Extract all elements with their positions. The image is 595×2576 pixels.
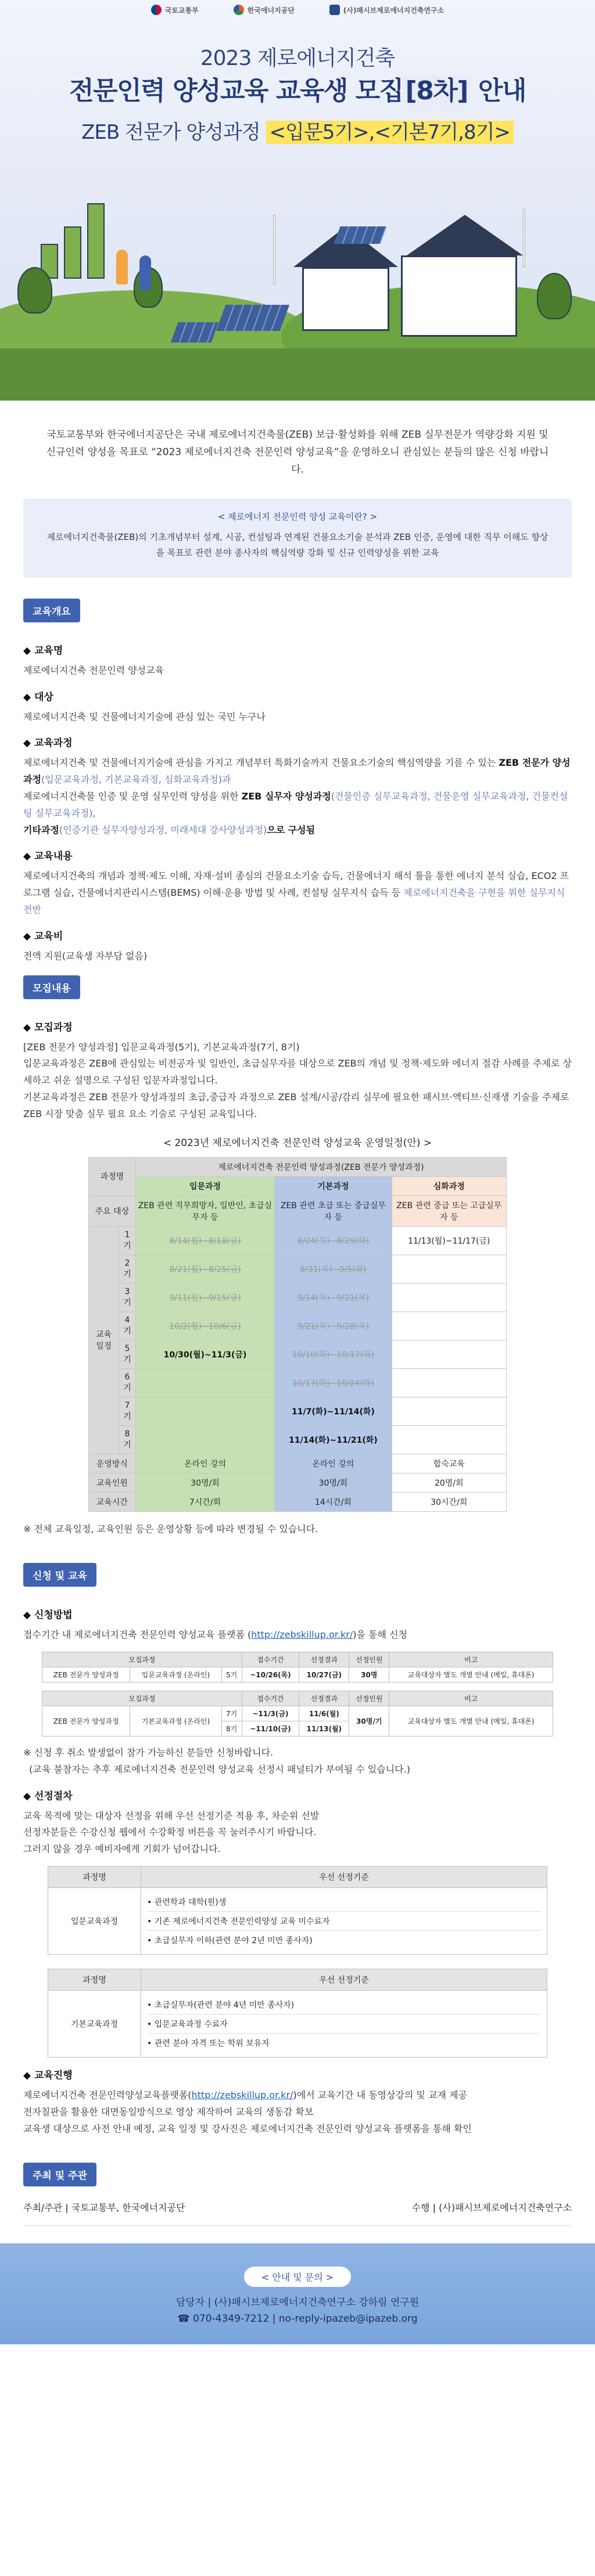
selection-text: 교육 목적에 맞는 대상자 선정을 위해 우선 선정기준 적용 후, 차순위 선발 선정자분들은 수강신청 웹에서 수강확정 버튼을 꼭 눌러주시기 바랍니다. 그러지 않을 경우 예비자에게 기회가 넘어갑니다. — [23, 1810, 320, 1855]
selection-header: 우선 선정기준 — [141, 1867, 547, 1888]
progress-heading: ◆ 교육진행 — [23, 2067, 572, 2081]
apply-table-basic — [42, 1691, 553, 1736]
fee-text: 전액 지원(교육생 자부담 없음) — [23, 950, 148, 961]
schedule-cell: 5기 — [119, 1340, 135, 1368]
criteria-item: • 관련 분야 자격 또는 학위 보유자 — [147, 2034, 541, 2052]
host-tag: 주최 및 주관 — [23, 2163, 96, 2186]
schedule-cell: 7기 — [119, 1397, 135, 1425]
selection-header: 우선 선정기준 — [141, 1969, 547, 1991]
course-text: 제로에너지건축 및 건물에너지기술에 관심을 가지고 개념부터 특화기술까지 건물요소기술의 핵심역량을 기를 수 있는 ZEB 전문가 양성과정(입문교육과정, 기본교육과정, 심화교육과정)과 제로에너지건축물 인증 및 운영 실무인력 양성을 위한 ZEB 실무자 양성과정(건물인증 실무교육과정, 건물운영 실무교육과정, 건물컨설팅 실무교육과정), 기타과정(인증기관 실무자양성과정, 미래세대 강사양성과정)으로 구성됨 — [23, 757, 571, 835]
selection-heading: ◆ 선정절차 — [23, 1788, 572, 1802]
selection-course: 입문교육과정 — [48, 1888, 141, 1955]
schedule-cell: 14시간/회 — [275, 1492, 392, 1511]
target-text: 제로에너지건축 및 건물에너지기술에 관심 있는 국민 누구나 — [23, 711, 266, 722]
schedule-cell: 3기 — [119, 1283, 135, 1312]
schedule-cell — [392, 1312, 507, 1340]
fee-heading: ◆ 교육비 — [23, 928, 572, 942]
apply-table-intro — [42, 1652, 553, 1682]
schedule-table — [88, 1157, 507, 1512]
hero-banner — [0, 0, 595, 401]
apply-cell: ZEB 전문가 양성과정 — [42, 1667, 130, 1682]
apply-header: 모집과정 — [42, 1652, 242, 1667]
schedule-header: 제로에너지건축 전문인력 양성과정(ZEB 전문가 양성과정) — [135, 1157, 506, 1176]
schedule-cell — [392, 1397, 507, 1425]
schedule-cell — [392, 1255, 507, 1283]
schedule-cell: 11/14(화)~11/21(화) — [275, 1425, 392, 1454]
apply-header: 선정인원 — [349, 1652, 389, 1667]
apply-cell: ZEB 전문가 양성과정 — [42, 1706, 130, 1736]
schedule-header: 교육시간 — [89, 1492, 136, 1511]
schedule-cell: 30시간/회 — [392, 1492, 507, 1511]
schedule-cell: 8/21(월)~8/25(금) — [135, 1255, 275, 1283]
content-text: 제로에너지건축의 개념과 정책·제도 이해, 자재·설비 종심의 건물요소기술 습득, 건물에너지 해석 툴을 통한 에너지 분석 실습, ECO2 프로그램 실습, 건물에너지관리시스템(BEMS) 이해·운용 방법 및 사례, 컨설팅 실무지식 습득 등 제로에너지건축을 구현을 위한 실무지식 전반 — [23, 870, 569, 915]
apply-header: 접수기간 — [242, 1652, 299, 1667]
criteria-list — [147, 1893, 541, 1950]
schedule-cell: ZEB 관련 중급 또는 고급실무자 등 — [392, 1195, 507, 1226]
schedule-cell: 1기 — [119, 1226, 135, 1255]
apply-header: 선정결과 — [299, 1652, 349, 1667]
apply-cell: 기본교육과정 (온라인) — [130, 1706, 221, 1736]
apply-cell: 7기 — [221, 1706, 242, 1721]
schedule-row — [89, 1283, 507, 1312]
schedule-body — [89, 1226, 507, 1454]
apply-cell: ~10/26(목) — [242, 1667, 299, 1682]
apply-cell: 5기 — [221, 1667, 242, 1682]
schedule-cell: 10/10(화)~10/17(화) — [275, 1340, 392, 1368]
platform-link[interactable]: http://zebskillup.or.kr/ — [251, 1629, 353, 1641]
aim-heading: < 제로에너지 전문인력 양성 교육이란? > — [217, 511, 378, 523]
hero-subtitle: ZEB 전문가 양성과정 <입문5기>,<기본7기,8기> — [0, 116, 595, 145]
criteria-item: • 초급실무자(관련 분야 4년 미만 종사자) — [147, 1995, 541, 2015]
edu-name: 제로에너지건축 전문인력 양성교육 — [23, 664, 164, 676]
contact-info: ☎ 070-4349-7212 | no-reply-ipazeb@ipazeb.org — [177, 2312, 418, 2325]
schedule-header: 심화과정 — [392, 1176, 507, 1195]
contact-person: 담당자 | (사)패시브제로에너지건축연구소 강하림 연구원 — [175, 2297, 420, 2309]
schedule-cell — [135, 1368, 275, 1397]
course-heading: ◆ 교육과정 — [23, 734, 572, 749]
apply-header: 접수기간 — [242, 1691, 299, 1706]
recruit-text: [ZEB 전문가 양성과정] 입문교육과정(5기), 기본교육과정(7기, 8기) 입문교육과정은 ZEB에 관심있는 비전공자 및 일반인, 초급실무자를 대상으로 ZEB의 개념 및 정책·제도와 에너지 절감 사례를 주제로 상세하고 쉬운 설명으로 구성된 입문자과정입니다. 기본교육과정은 ZEB 전문가 양성과정의 초급,중급자 과정으로 ZEB 설계/시공/감리 실무에 필요한 패시브·액티브·신재생 기술을 주제로 ZEB 시장 맞춤 실무 필요 요소 기술로 구성된 교육입니다. — [23, 1041, 572, 1119]
schedule-cell — [135, 1397, 275, 1425]
contact-title: < 안내 및 문의 > — [244, 2267, 351, 2287]
wind-turbine-icon — [273, 215, 275, 284]
logo-bar — [0, 5, 595, 15]
schedule-row — [89, 1340, 507, 1368]
solar-panel-icon — [171, 322, 219, 343]
schedule-cell: 9/14(목)~9/21(목) — [275, 1283, 392, 1312]
schedule-header: 교육 일정 — [89, 1226, 119, 1454]
hero-title: 전문인력 양성교육 교육생 모집[8차] 안내 — [69, 76, 526, 106]
recruit-course-heading: ◆ 모집과정 — [23, 1019, 572, 1033]
schedule-cell: 9/21(목)~9/28(목) — [275, 1312, 392, 1340]
selection-course: 기본교육과정 — [48, 1991, 141, 2058]
schedule-cell — [392, 1283, 507, 1312]
apply-cell: 30명 — [349, 1667, 389, 1682]
schedule-cell: ZEB 관련 직무희망자, 일반인, 초급실무자 등 — [135, 1195, 275, 1226]
apply-note: ※ 신청 후 취소 발생없이 참가 가능하신 분들만 신청바랍니다. (교육 불참자는 추후 제로에너지건축 전문인력 양성교육 선정시 패널티가 부여될 수 있습니다.) — [23, 1747, 410, 1775]
schedule-cell: 7시간/회 — [135, 1492, 275, 1511]
criteria-list — [147, 1995, 541, 2052]
schedule-cell: 11/7(화)~11/14(화) — [275, 1397, 392, 1425]
schedule-cell: 6기 — [119, 1368, 135, 1397]
schedule-cell: ZEB 관련 초급 또는 중급실무자 등 — [275, 1195, 392, 1226]
schedule-cell: 8기 — [119, 1425, 135, 1454]
apply-header: 선정인원 — [349, 1691, 389, 1706]
schedule-cell: 온라인 강의 — [275, 1454, 392, 1473]
schedule-header: 주요 대상 — [89, 1195, 136, 1226]
schedule-cell: 8/31(목)~9/5(화) — [275, 1255, 392, 1283]
schedule-row — [89, 1312, 507, 1340]
host-operator: 수행 | (사)패시브제로에너지건축연구소 — [411, 2202, 572, 2214]
selection-table-intro — [48, 1866, 547, 1955]
schedule-cell: 10/2(월)~10/6(금) — [135, 1312, 275, 1340]
contact-footer — [0, 2243, 595, 2344]
schedule-cell: 9/11(월)~9/15(금) — [135, 1283, 275, 1312]
schedule-cell — [392, 1368, 507, 1397]
platform-link[interactable]: http://zebskillup.or.kr/ — [191, 2089, 293, 2101]
target-heading: ◆ 대상 — [23, 689, 572, 703]
schedule-row — [89, 1397, 507, 1425]
schedule-cell: 합숙교육 — [392, 1454, 507, 1473]
apply-cell: 입문교육과정 (온라인) — [130, 1667, 221, 1682]
roof-illustration — [407, 215, 523, 255]
schedule-cell: 온라인 강의 — [135, 1454, 275, 1473]
apply-method-text: 접수기간 내 제로에너지건축 전문인력 양성교육 플랫폼 (http://zebskillup.or.kr/)을 통해 신청 — [23, 1629, 407, 1641]
wind-turbine-icon — [523, 209, 525, 267]
apply-cell: 8기 — [221, 1721, 242, 1736]
schedule-cell — [392, 1425, 507, 1454]
schedule-row — [89, 1226, 507, 1255]
schedule-row — [89, 1368, 507, 1397]
bar-illustration — [64, 226, 81, 279]
schedule-cell: 10/30(월)~11/3(금) — [135, 1340, 275, 1368]
house-illustration — [401, 255, 517, 337]
logo-molit: 국토교통부 — [151, 5, 199, 15]
apply-method-heading: ◆ 신청방법 — [23, 1606, 572, 1621]
apply-header: 모집과정 — [42, 1691, 242, 1706]
logo-pzeb: (사)패시브제로에너지건축연구소 — [329, 5, 444, 15]
schedule-cell: 8/24(목)~8/29(화) — [275, 1226, 392, 1255]
apply-tag: 신청 및 교육 — [23, 1563, 96, 1587]
solar-panel-icon — [216, 305, 289, 331]
apply-cell: 교육대상자 별도 개별 안내 (메일, 휴대폰) — [389, 1667, 553, 1682]
person-illustration — [139, 255, 151, 290]
overview-tag: 교육개요 — [23, 599, 80, 622]
aim-box — [23, 499, 572, 578]
apply-cell: 30명/기 — [349, 1706, 389, 1736]
host-organizers: 주최/주관 | 국토교통부, 한국에너지공단 — [23, 2202, 185, 2214]
host-line — [23, 2197, 572, 2226]
schedule-header: 기본과정 — [275, 1176, 392, 1195]
intro-text: 국토교통부와 한국에너지공단은 국내 제로에너지건축물(ZEB) 보급·활성화를 위해 ZEB 실무전문가 역량강화 지원 및 신규인력 양성을 목표로 “2023 제로에너지건축 전문인력 양성교육”을 운영하오니 관심있는 분들의 많은 신청 바랍니다. — [46, 429, 549, 475]
schedule-header: 운영방식 — [89, 1454, 136, 1473]
schedule-cell: 30명/회 — [135, 1473, 275, 1492]
schedule-cell: 8/14(월)~8/18(금) — [135, 1226, 275, 1255]
tree-icon — [537, 273, 572, 319]
schedule-cell — [135, 1425, 275, 1454]
apply-cell: 11/13(월) — [299, 1721, 349, 1736]
schedule-title: < 2023년 제로에너지건축 전문인력 양성교육 운영일정(안) > — [163, 1137, 432, 1149]
apply-cell: 11/6(월) — [299, 1706, 349, 1721]
overview-section — [0, 578, 595, 2226]
schedule-cell: 20명/회 — [392, 1473, 507, 1492]
schedule-header: 입문과정 — [135, 1176, 275, 1195]
apply-cell: 10/27(금) — [299, 1667, 349, 1682]
solar-panel-icon — [334, 226, 387, 244]
schedule-cell: 10/17(화)~10/24(화) — [275, 1368, 392, 1397]
schedule-cell — [392, 1340, 507, 1368]
criteria-item: • 관련학과 대학(원)생 — [147, 1893, 541, 1912]
schedule-cell: 30명/회 — [275, 1473, 392, 1492]
selection-table-basic — [48, 1969, 547, 2058]
phone-icon: ☎ — [177, 2312, 193, 2325]
schedule-row — [89, 1255, 507, 1283]
ground-illustration — [0, 348, 595, 401]
aim-body: 제로에너지건축물(ZEB)의 기초개념부터 설계, 시공, 컨설팅과 연계된 건물요소기술 분석과 ZEB 인증, 운영에 대한 직무 이해도 향상을 목표로 관련 분야 종사자의 핵심역량 강화 및 신규 인력양성을 위한 교육 — [46, 532, 549, 558]
schedule-cell: 4기 — [119, 1312, 135, 1340]
apply-cell: 교육대상자 별도 개별 안내 (메일, 휴대폰) — [389, 1706, 553, 1736]
schedule-note: ※ 전체 교육일정, 교육인원 등은 운영상황 등에 따라 변경될 수 있습니다. — [23, 1523, 318, 1534]
logo-kea: 한국에너지공단 — [234, 5, 295, 15]
schedule-cell: 2기 — [119, 1255, 135, 1283]
schedule-header: 교육인원 — [89, 1473, 136, 1492]
schedule-row — [89, 1425, 507, 1454]
person-illustration — [116, 250, 128, 284]
apply-header: 비고 — [389, 1652, 553, 1667]
apply-header: 선정결과 — [299, 1691, 349, 1706]
apply-header: 비고 — [389, 1691, 553, 1706]
apply-cell: ~11/10(금) — [242, 1721, 299, 1736]
house-illustration — [302, 267, 389, 331]
criteria-item: • 초급실무자 이하(관련 분야 2년 미만 종사자) — [147, 1931, 541, 1950]
criteria-item: • 입문교육과정 수료자 — [147, 2015, 541, 2034]
progress-text: 제로에너지건축 전문인력양성교육플랫폼(http://zebskillup.or.kr/)에서 교육기간 내 동영상강의 및 교재 제공 전자칠판을 활용한 대면동일방식으로 영상 제작하여 교육의 생동감 확보 교육생 대상으로 사전 안내 예정, 교육 일정 및 강사진은 제로에너지건축 전문인력 양성교육 플랫폼을 통해 확인 — [23, 2089, 472, 2134]
tree-icon — [17, 267, 52, 314]
selection-header: 과정명 — [48, 1867, 141, 1888]
criteria-item: • 기존 제로에너지건축 전문인력양성 교육 미수료자 — [147, 1912, 541, 1931]
recruit-tag: 모집내용 — [23, 975, 80, 999]
content-heading: ◆ 교육내용 — [23, 848, 572, 862]
selection-header: 과정명 — [48, 1969, 141, 1991]
bar-illustration — [87, 203, 105, 279]
schedule-cell: 11/13(월)~11/17(금) — [392, 1226, 507, 1255]
schedule-header: 과정명 — [89, 1157, 136, 1195]
apply-cell: ~11/3(금) — [242, 1706, 299, 1721]
edu-name-heading: ◆ 교육명 — [23, 642, 572, 657]
hero-year: 2023 제로에너지건축 — [200, 46, 395, 70]
